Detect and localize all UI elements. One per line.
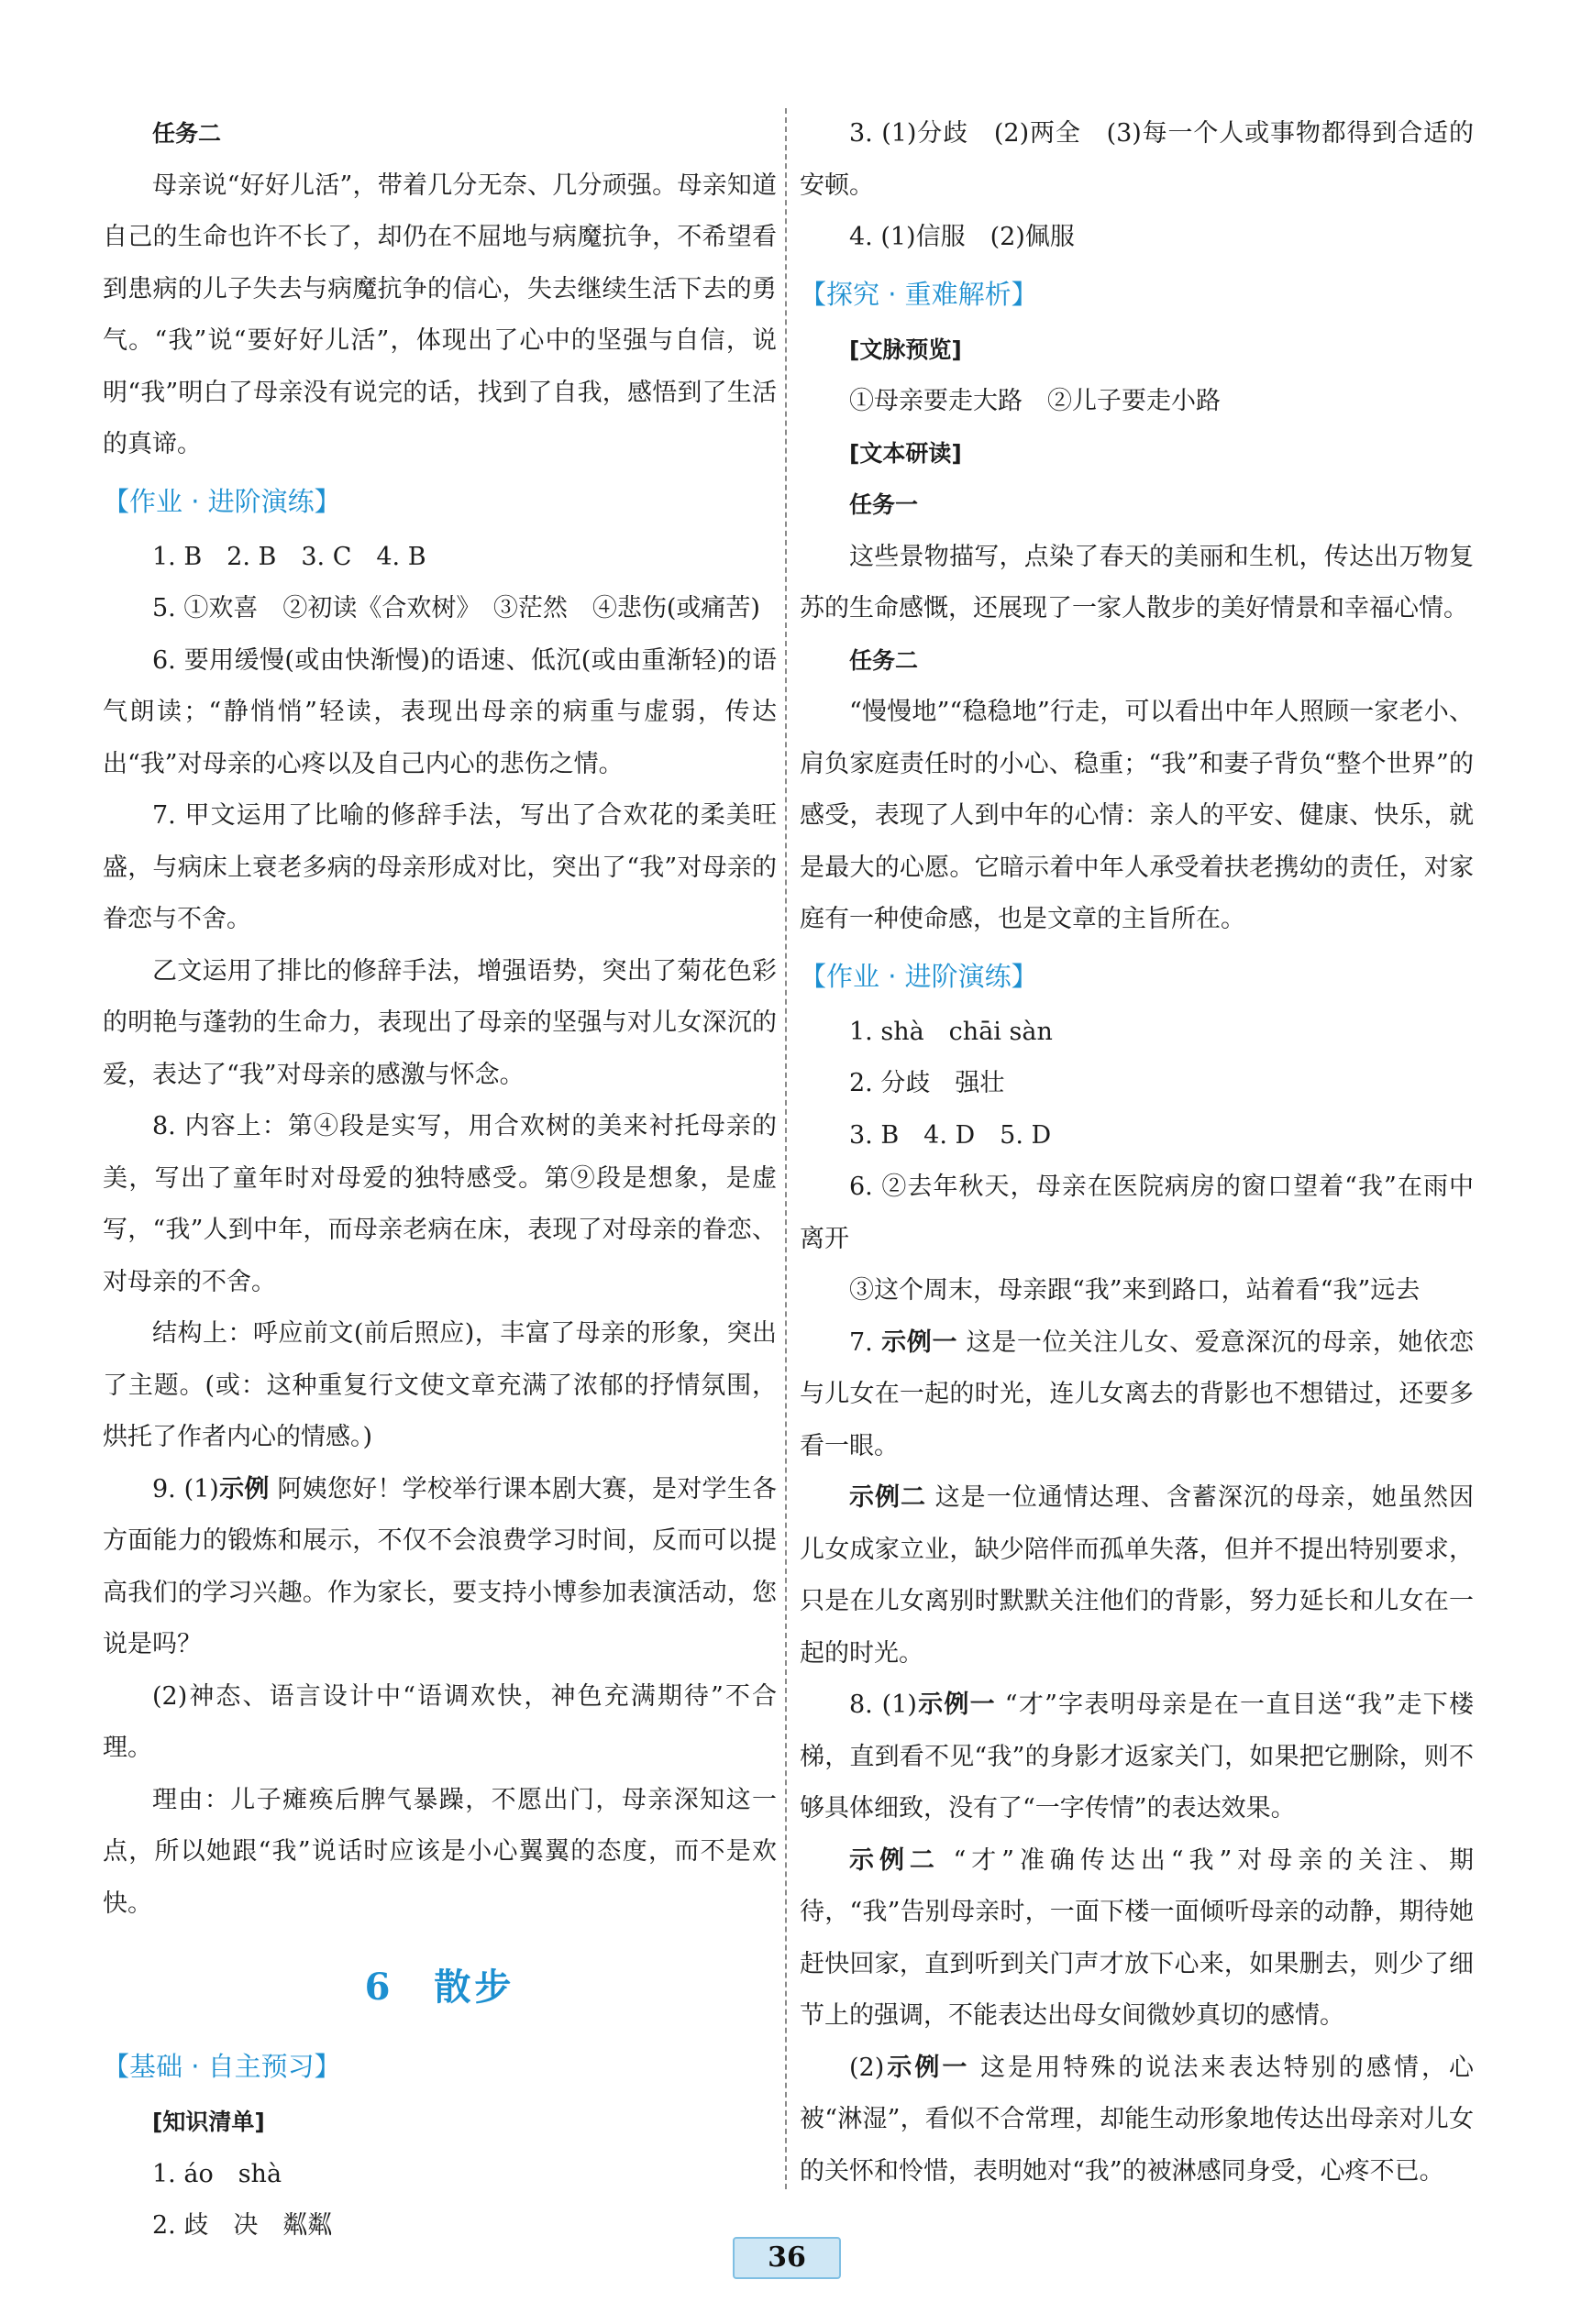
hw-answer-3-5: 3. B 4. D 5. D [849,1120,1052,1150]
hw-8-prefix: 8. (1) [849,1691,917,1719]
hw-answer-1: 1. shà chāi sàn [849,1017,1053,1046]
column-divider [785,108,787,2189]
answer-9 [103,1464,777,1671]
hw-answer-2: 2. 分歧 强壮 [849,1069,1005,1097]
hw-8c-text: 这是用特殊的说法来表达特别的感情，心被“淋湿”，看似不合常理，却能生动形象地传达出母亲对儿女的关怀和怜惜，表明她对“我”的被淋感同身受，心疼不已。 [800,2053,1474,2186]
answer-7: 7. 甲文运用了比喻的修辞手法，写出了合欢花的柔美旺盛，与病床上衰老多病的母亲形成对比，突出了“我”对母亲的眷恋与不舍。 [103,801,777,933]
answer-9-part2: (2)神态、语言设计中“语调欢快，神色充满期待”不合理。 [103,1681,777,1762]
knowledge-2: 2. 歧 决 粼粼 [152,2211,333,2240]
knowledge-1: 1. áo shà [152,2159,282,2188]
answer-9-reason: 理由：儿子瘫痪后脾气暴躁，不愿出门，母亲深知这一点，所以她跟“我”说话时应该是小心翼翼的态度，而不是欢快。 [103,1785,777,1918]
preview-heading: [文脉预览] [849,336,962,363]
example-1-label-8: 示例一 [916,1691,996,1719]
task1-heading: 任务一 [849,491,919,518]
hw-answer-6: 6. ②去年秋天，母亲在医院病房的窗口望着“我”在雨中离开 [800,1173,1474,1253]
section-homework-heading: 【作业 · 进阶演练】 [103,485,341,517]
preview-text: ①母亲要走大路 ②儿子要走小路 [849,387,1221,415]
task2-answer-right: “慢慢地”“稳稳地”行走，可以看出中年人照顾一家老小、肩负家庭责任时的小心、稳重；“我”和妻子背负“整个世界”的感受，表现了人到中年的心情：亲人的平安、健康、快乐，就是最大的心愿。它暗示着中年人承受着扶老携幼的责任，对家庭有一种使命感，也是文章的主旨所在。 [800,698,1474,933]
hw-8c-prefix: (2) [849,2053,885,2082]
example-1-label: 示例一 [881,1327,958,1357]
task1-answer: 这些景物描写，点染了春天的美丽和生机，传达出万物复苏的生命感慨，还展现了一家人散步的美好情景和幸福心情。 [800,542,1474,622]
answer-4: 4. (1)信服 (2)佩服 [849,223,1075,251]
answer-6: 6. 要用缓慢(或由快渐慢)的语速、低沉(或由重渐轻)的语气朗读；“静悄悄”轻读，表现出母亲的病重与虚弱，传达出“我”对母亲的心疼以及自己内心的悲伤之情。 [103,645,777,778]
answer-7-part2: 乙文运用了排比的修辞手法，增强语势，突出了菊花色彩的明艳与蓬勃的生命力，表现出了母亲的坚强与对儿女深沉的爱，表达了“我”对母亲的感激与怀念。 [103,956,777,1089]
section-explore-heading: 【探究 · 重难解析】 [800,278,1038,310]
hw-answer-8-ex2 [800,1835,1474,2043]
answer-3: 3. (1)分歧 (2)两全 (3)每一个人或事物都得到合适的安顿。 [800,119,1474,200]
hw-answer-7-ex2 [800,1472,1474,1680]
example-1-label-8c: 示例一 [884,2053,970,2082]
study-heading: [文本研读] [849,439,962,467]
hw-8-text: “才”字表明母亲是在一直目送“我”走下楼梯，直到看不见“我”的身影才返家关门，如果把它删除，则不够具体细致，没有了“一字传情”的表达效果。 [800,1691,1475,1823]
answer-8-part2: 结构上：呼应前文(前后照应)，丰富了母亲的形象，突出了主题。(或：这种重复行文使文章充满了浓郁的抒情氛围，烘托了作者内心的情感。) [103,1319,777,1451]
section-basic-heading: 【基础 · 自主预习】 [103,2051,341,2082]
task2-heading-right: 任务二 [849,646,919,674]
left-column [103,108,777,2252]
task2-answer: 母亲说“好好儿活”，带着几分无奈、几分顽强。母亲知道自己的生命也许不长了，却仍在不屈地与病魔抗争，不希望看到患病的儿子失去与病魔抗争的信心，失去继续生活下去的勇气。“我”说“要好好儿活”，体现出了心中的坚强与自信，说明“我”明白了母亲没有说完的话，找到了自我，感悟到了生活的真谛。 [103,171,777,458]
hw-7-text: 这是一位关注儿女、爱意深沉的母亲，她依恋与儿女在一起的时光，连儿女离去的背影也不想错过，还要多看一眼。 [800,1327,1475,1460]
knowledge-list-heading: [知识清单] [152,2109,265,2135]
answer-9-prefix: 9. (1) [152,1474,219,1503]
hw-answer-6-part2: ③这个周末，母亲跟“我”来到路口，站着看“我”远去 [849,1276,1421,1305]
page-number: 36 [733,2237,841,2279]
example-2-label: 示例二 [849,1483,927,1512]
hw-7b-text: 这是一位通情达理、含蓄深沉的母亲，她虽然因儿女成家立业，缺少陪伴而孤单失落，但并不提出特别要求，只是在儿女离别时默默关注他们的背影，努力延长和儿女在一起的时光。 [800,1483,1474,1668]
example-2-label-8: 示例二 [849,1845,940,1875]
chapter-title: 6 散步 [364,1966,515,2009]
answer-9-text: 阿姨您好！学校举行课本剧大赛，是对学生各方面能力的锻炼和展示，不仅不会浪费学习时间，反而可以提高我们的学习兴趣。作为家长，要支持小博参加表演活动，您说是吗？ [103,1474,778,1658]
right-column [800,108,1474,2197]
answer-8: 8. 内容上：第④段是实写，用合欢树的美来衬托母亲的美，写出了童年时对母爱的独特感受。第⑨段是想象，是虚写，“我”人到中年，而母亲老病在床，表现了对母亲的眷恋、对母亲的不舍。 [103,1112,777,1296]
section-homework-heading-right: 【作业 · 进阶演练】 [800,960,1038,992]
hw-answer-8 [800,1680,1474,1835]
answer-5: 5. ①欢喜 ②初读《合欢树》 ③茫然 ④悲伤(或痛苦) [152,594,760,622]
example-label: 示例 [218,1474,270,1503]
hw-8b-text: “才”准确传达出“我”对母亲的关注、期待，“我”告别母亲时，一面下楼一面倾听母亲的动静，期待她赶快回家，直到听到关门声才放下心来，如果删去，则少了细节上的强调，不能表达出母女间微妙真切的感情。 [800,1845,1475,2030]
hw-answer-7 [800,1317,1474,1473]
task2-heading: 任务二 [152,120,222,147]
hw-answer-8-part2 [800,2043,1474,2198]
answer-1-4: 1. B 2. B 3. C 4. B [152,542,426,571]
hw-7-prefix: 7. [849,1327,882,1357]
